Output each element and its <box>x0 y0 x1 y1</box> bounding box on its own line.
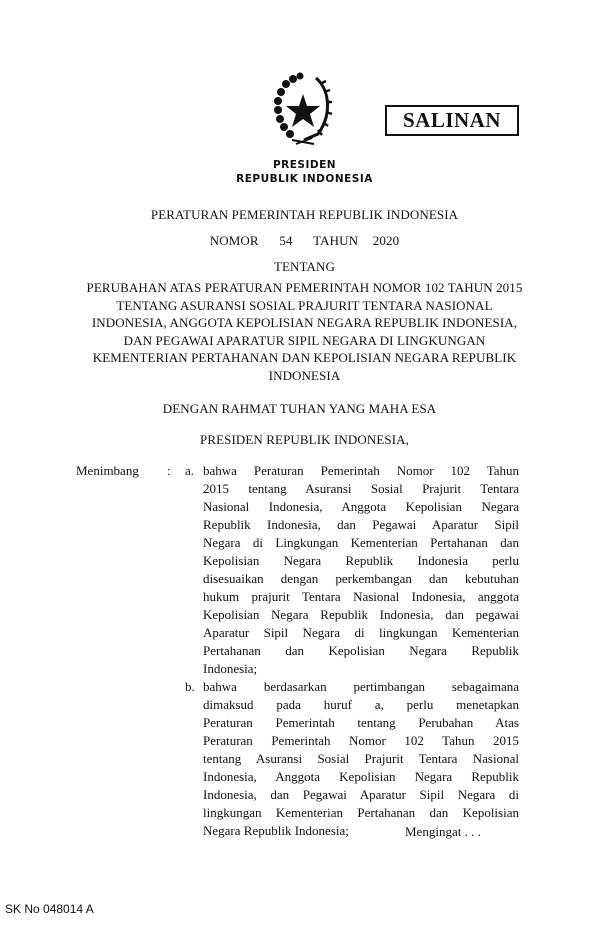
nomor-value: 54 <box>279 233 293 248</box>
text-line: Indonesia; <box>203 661 258 676</box>
footer-code: SK No 048014 A <box>5 902 94 916</box>
tentang-heading: TENTANG <box>273 259 336 274</box>
text-line: disesuaikan dengan perkembangan dan kebutuhan <box>203 571 519 586</box>
text-line: 2015 tentang Asuransi Sosial Prajurit Tentara <box>203 481 519 496</box>
regulation-number <box>0 233 609 249</box>
continuation-marker: Mengingat . . . <box>405 824 481 839</box>
menimbang-label: Menimbang <box>76 463 139 478</box>
issuer-line1: PRESIDEN <box>272 159 337 171</box>
text-line: Kepolisian Negara Republik Indonesia, dan pegawai <box>203 607 519 622</box>
nomor-label: NOMOR <box>209 233 259 248</box>
text-line: lingkungan Kementerian Pertahanan dan Kepolisian <box>203 805 519 820</box>
text-line: Pertahanan dan Kepolisian Negara Republik <box>203 643 519 658</box>
text-line: Kepolisian Negara Republik Indonesia perlu <box>203 553 519 568</box>
text-line: Nasional Indonesia, Anggota Kepolisian Negara <box>203 499 519 514</box>
issuer-line2: REPUBLIK INDONESIA <box>236 173 373 185</box>
subject-line: TENTANG ASURANSI SOSIAL PRAJURIT TENTARA NASIONAL <box>116 297 493 313</box>
salinan-stamp: SALINAN <box>385 105 519 136</box>
text-line: Republik Indonesia, dan Pegawai Aparatur Sipil <box>203 517 519 532</box>
menimbang-colon: : <box>167 463 171 478</box>
text-line: dimaksud pada huruf a, perlu menetapkan <box>203 697 519 712</box>
text-line: tentang Asuransi Sosial Prajurit Tentara Nasional <box>203 751 519 766</box>
text-line: hukum prajurit Tentara Nasional Indonesia, anggota <box>203 589 519 604</box>
text-line: Negara di Lingkungan Kementerian Pertahanan dan <box>203 535 519 550</box>
text-line: Negara Republik Indonesia; <box>203 823 349 838</box>
tahun-value: 2020 <box>372 233 400 248</box>
item-a-marker: a. <box>185 463 195 478</box>
regulation-subject <box>0 279 609 385</box>
text-line: Indonesia, Anggota Kepolisian Negara Republik <box>203 769 519 784</box>
text-line: Indonesia, dan Pegawai Aparatur Sipil Negara di <box>203 787 519 802</box>
subject-line: KEMENTERIAN PERTAHANAN DAN KEPOLISIAN NEGARA REPUBLIK <box>92 350 517 366</box>
text-line: Peraturan Pemerintah tentang Perubahan Atas <box>203 715 519 730</box>
subject-line: DAN PEGAWAI APARATUR SIPIL NEGARA DI LINGKUNGAN <box>123 332 486 348</box>
text-line: bahwa Peraturan Pemerintah Nomor 102 Tahun <box>203 463 519 478</box>
text-line: bahwa berdasarkan pertimbangan sebagaimana <box>203 679 519 694</box>
subject-line: INDONESIA, ANGGOTA KEPOLISIAN NEGARA REPUBLIK INDONESIA, <box>91 315 518 331</box>
item-a-text <box>203 462 519 678</box>
tahun-label: TAHUN <box>313 233 359 248</box>
presidential-emblem <box>268 70 338 150</box>
item-b-text <box>203 678 519 840</box>
text-line: Aparatur Sipil Negara di lingkungan Kementerian <box>203 625 519 640</box>
grace-formula: DENGAN RAHMAT TUHAN YANG MAHA ESA <box>162 401 437 416</box>
text-line: Peraturan Pemerintah Nomor 102 Tahun 2015 <box>203 733 519 748</box>
item-b-marker: b. <box>185 679 195 694</box>
subject-line: PERUBAHAN ATAS PERATURAN PEMERINTAH NOMOR 102 TAHUN 2015 <box>86 280 523 295</box>
president-line: PRESIDEN REPUBLIK INDONESIA, <box>200 432 409 447</box>
regulation-title: PERATURAN PEMERINTAH REPUBLIK INDONESIA <box>150 207 459 222</box>
subject-line: INDONESIA <box>268 367 341 383</box>
